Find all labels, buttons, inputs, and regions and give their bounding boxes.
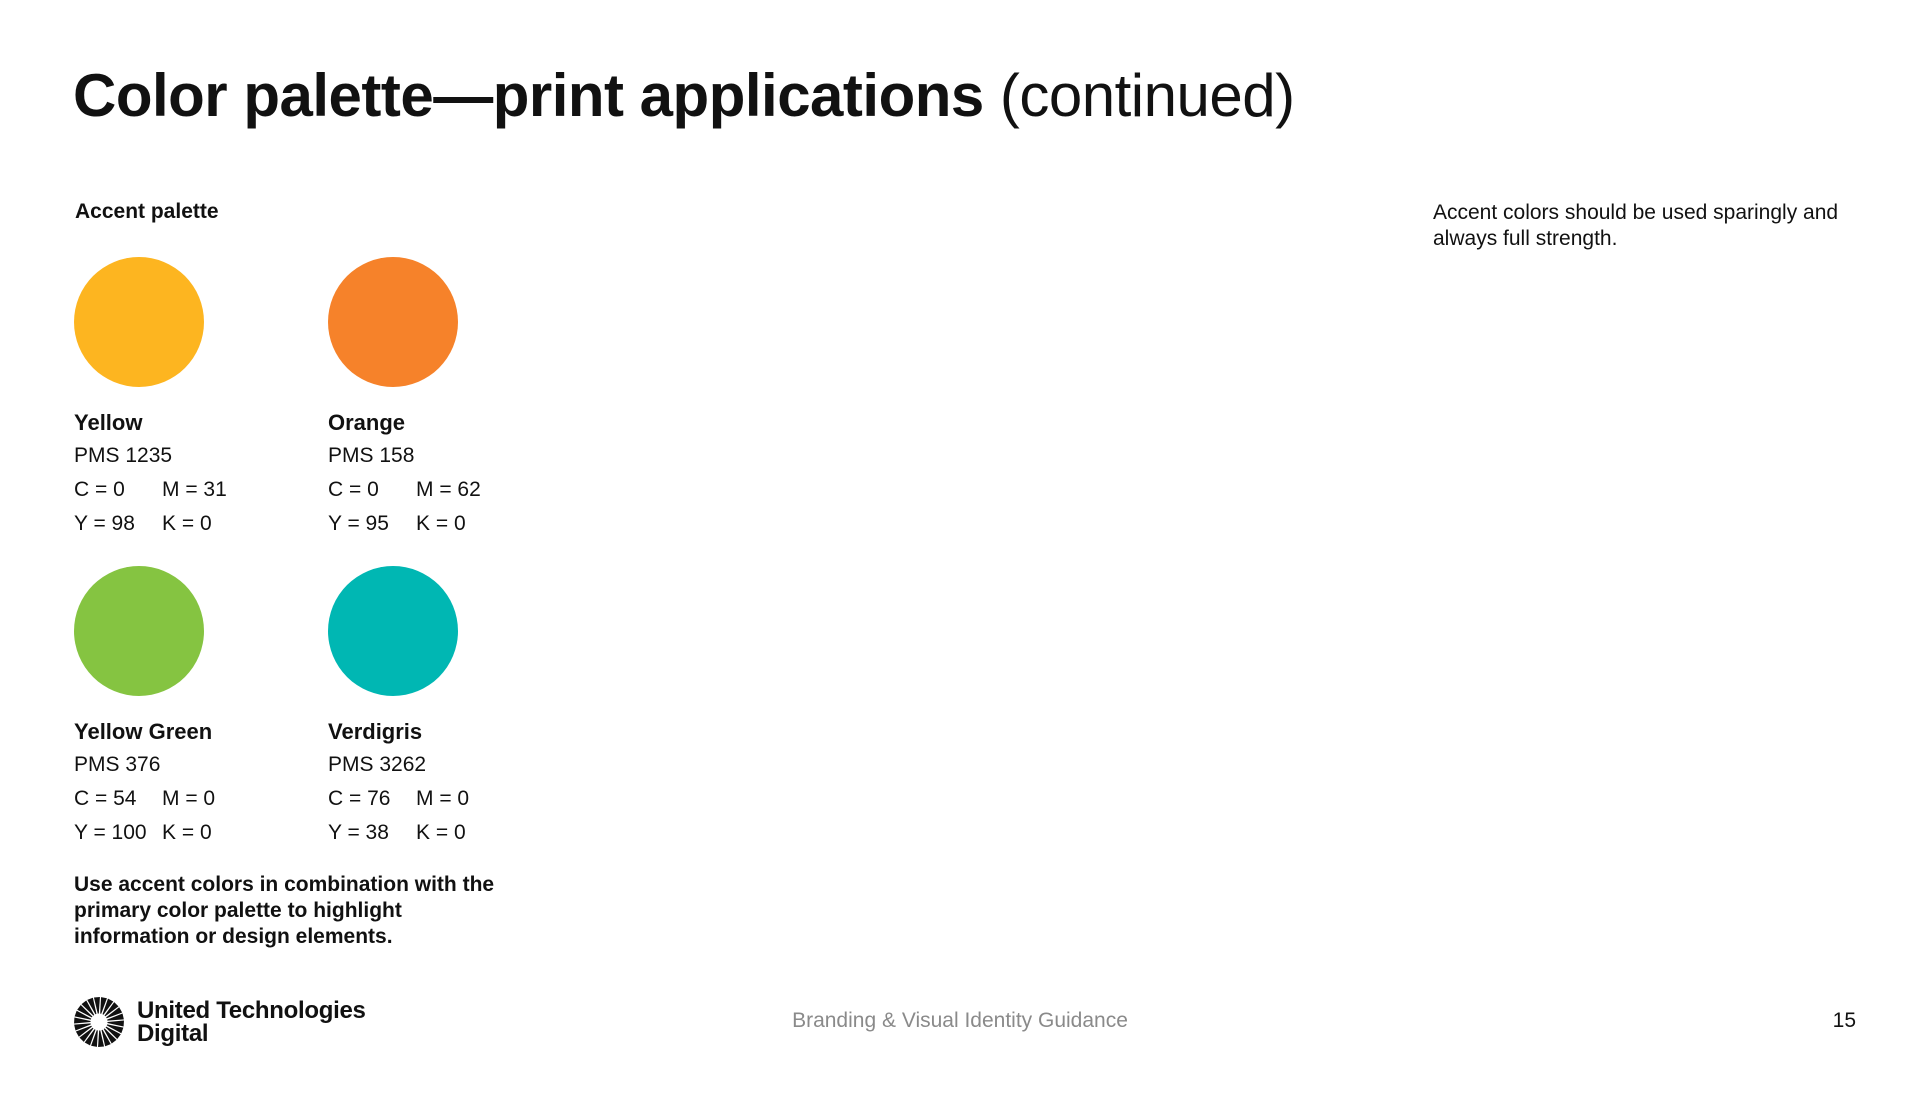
swatch-c-value: C = 76 xyxy=(328,787,391,810)
usage-note: Use accent colors in combination with the primary color palette to highlight information or design elements. xyxy=(74,873,495,948)
swatch-k-value: K = 0 xyxy=(162,512,212,535)
swatch-y-value: Y = 95 xyxy=(328,512,389,535)
page-title-continued: (continued) xyxy=(999,62,1295,129)
page-title-bold: Color palette—print applications xyxy=(73,62,984,129)
swatch-m-value: M = 0 xyxy=(162,787,216,810)
swatch-pms: PMS 3262 xyxy=(328,753,427,776)
swatch-k-value: K = 0 xyxy=(162,821,212,844)
swatch-cmyk-row-2 xyxy=(328,507,618,541)
swatch-m-value: M = 0 xyxy=(416,787,470,810)
swatch-pms: PMS 158 xyxy=(328,444,415,467)
swatch-verdigris xyxy=(328,566,618,850)
swatch-y-value: Y = 100 xyxy=(74,821,147,844)
swatch-c-value: C = 0 xyxy=(328,478,379,501)
swatch-k-value: K = 0 xyxy=(416,512,466,535)
swatch-yellow-green xyxy=(74,566,364,850)
swatch-name: Yellow xyxy=(74,410,143,435)
swatch-m-value: M = 31 xyxy=(162,478,227,501)
swatch-pms: PMS 1235 xyxy=(74,444,173,467)
swatch-cmyk-row-1 xyxy=(328,473,618,507)
swatch-cmyk-row-1 xyxy=(74,473,364,507)
color-swatch-circle xyxy=(328,566,458,696)
intro-note: Accent colors should be used sparingly and always full strength. xyxy=(1433,201,1839,250)
swatch-cmyk-row-2 xyxy=(74,816,364,850)
logo-line-1: United Technologies xyxy=(137,997,366,1024)
swatch-pms: PMS 376 xyxy=(74,753,161,776)
swatch-c-value: C = 54 xyxy=(74,787,137,810)
swatch-y-value: Y = 38 xyxy=(328,821,389,844)
swatch-name: Verdigris xyxy=(328,719,423,744)
page-title xyxy=(73,58,1295,134)
section-label: Accent palette xyxy=(75,200,219,223)
swatch-m-value: M = 62 xyxy=(416,478,481,501)
swatch-k-value: K = 0 xyxy=(416,821,466,844)
swatch-cmyk-row-2 xyxy=(74,507,364,541)
swatch-cmyk-row-2 xyxy=(328,816,618,850)
color-swatch-circle xyxy=(74,257,204,387)
swatch-c-value: C = 0 xyxy=(74,478,125,501)
swatch-yellow xyxy=(74,257,364,541)
page-number: 15 xyxy=(1832,1009,1856,1032)
color-swatch-circle xyxy=(74,566,204,696)
swatch-y-value: Y = 98 xyxy=(74,512,135,535)
footer-document-title: Branding & Visual Identity Guidance xyxy=(792,1009,1128,1032)
swatch-cmyk-row-1 xyxy=(74,782,364,816)
swatch-name: Orange xyxy=(328,410,406,435)
swatch-name: Yellow Green xyxy=(74,719,213,744)
swatch-orange xyxy=(328,257,618,541)
color-swatch-circle xyxy=(328,257,458,387)
swatch-cmyk-row-1 xyxy=(328,782,618,816)
logo-line-2: Digital xyxy=(137,1020,209,1047)
